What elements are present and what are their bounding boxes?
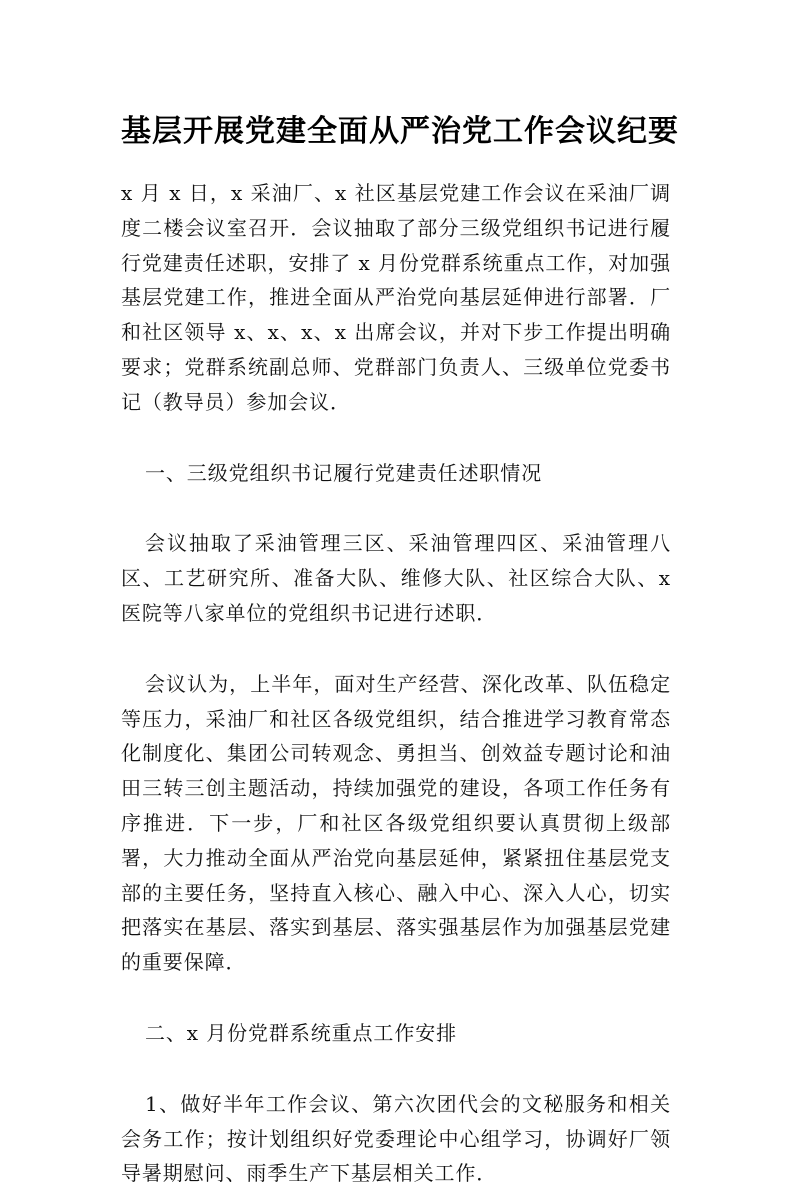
- section-heading-2: 二、x 月份党群系统重点工作安排: [145, 1020, 458, 1045]
- section-2-item-1: 1、做好半年工作会议、第六次团代会的文秘服务和相关会务工作；按计划组织好党委理论中心组学习，协调好厂领导暑期慰问、雨季生产下基层相关工作．: [121, 1091, 671, 1186]
- section-1-paragraph-1: 会议抽取了采油管理三区、采油管理四区、采油管理八区、工艺研究所、准备大队、维修大队、社区综合大队、x 医院等八家单位的党组织书记进行述职．: [121, 531, 671, 625]
- section-heading-1: 一、三级党组织书记履行党建责任述职情况: [145, 460, 543, 485]
- section-1-paragraph-2: 会议认为，上半年，面对生产经营、深化改革、队伍稳定等压力，采油厂和社区各级党组织，结合推进学习教育常态化制度化、集团公司转观念、勇担当、创效益专题讨论和油田三转三创主题活动，持续加强党的建设，各项工作任务有序推进．下一步，厂和社区各级党组织要认真贯彻上级部署，大力推动全面从严治党向基层延伸，紧紧扭住基层党支部的主要任务，坚持直入核心、融入中心、深入人心，切实把落实在基层、落实到基层、落实强基层作为加强基层党建的重要保障．: [121, 671, 671, 975]
- document-title: 基层开展党建全面从严治党工作会议纪要: [121, 114, 679, 149]
- intro-paragraph: x 月 x 日，x 采油厂、x 社区基层党建工作会议在采油厂调度二楼会议室召开．会议抽取了部分三级党组织书记进行履行党建责任述职，安排了 x 月份党群系统重点工作，对加强基层党建工作，推进全面从严治党向基层延伸进行部署．厂和社区领导 x、x、x、x 出席会议，并对下步工作提出明确要求；党群系统副总师、党群部门负责人、三级单位党委书记（教导员）参加会议．: [121, 181, 671, 414]
- document-body: [121, 176, 671, 1191]
